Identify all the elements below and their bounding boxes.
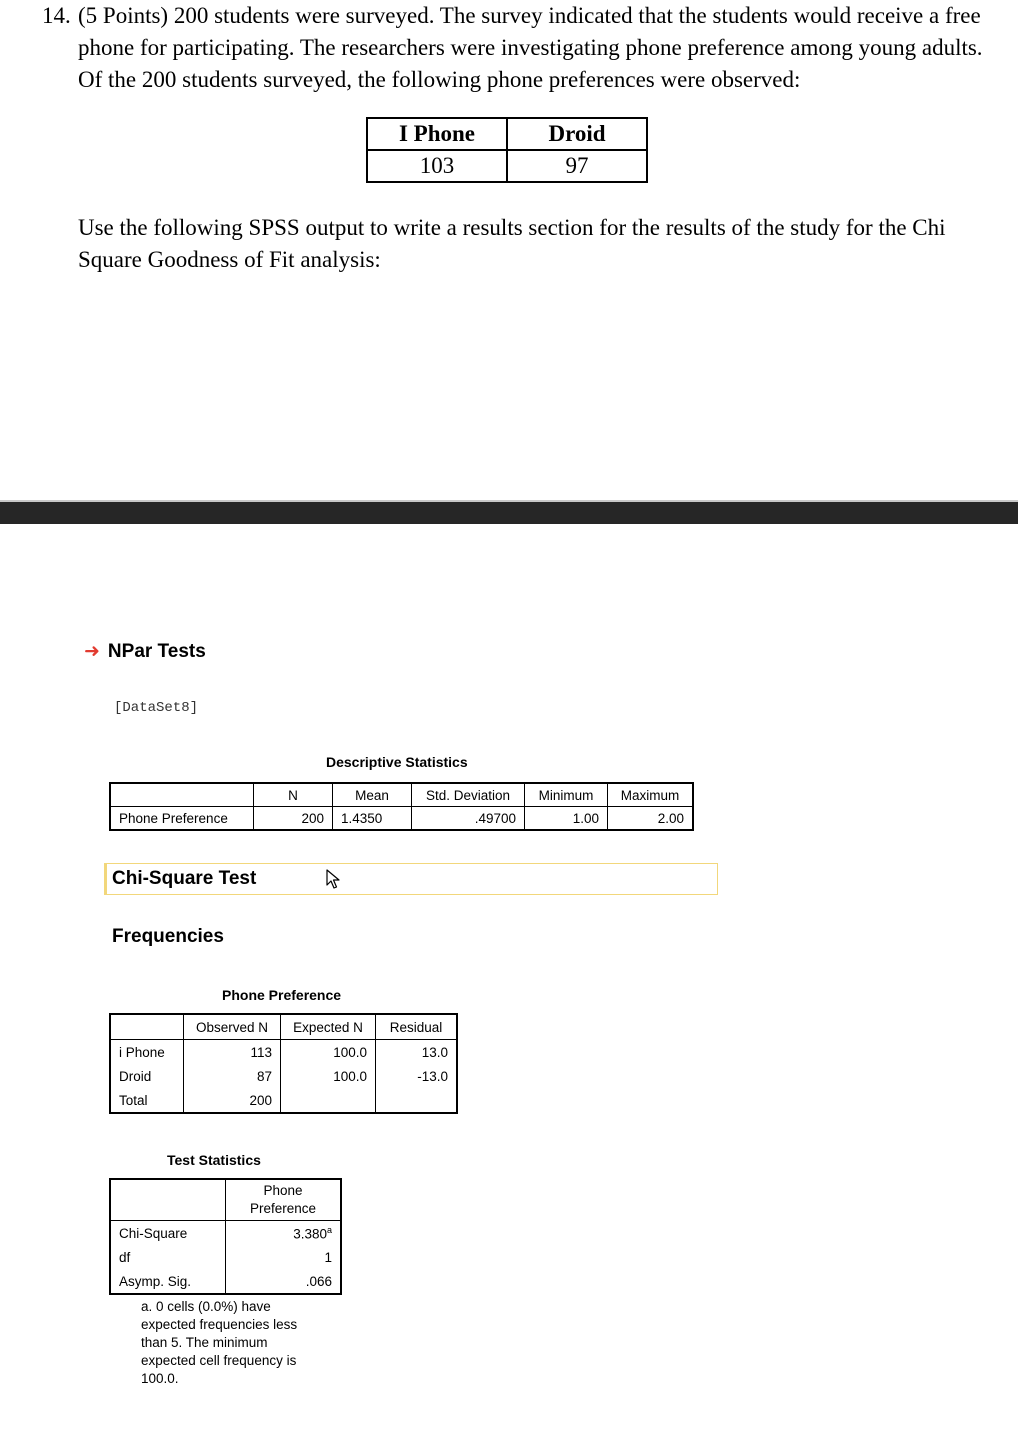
cell-observed-n: 200 — [184, 1088, 281, 1113]
row-label-iphone: i Phone — [119, 1044, 165, 1060]
row-label-phone-preference: Phone Preference — [119, 810, 228, 826]
cell-observed-n: 87 — [184, 1064, 281, 1088]
table-header-expected-n: Expected N — [281, 1014, 376, 1040]
cell-residual: 13.0 — [376, 1040, 458, 1065]
table-row — [110, 1088, 457, 1113]
row-label-df: df — [119, 1249, 131, 1265]
table-row — [110, 1040, 457, 1065]
cell-expected-n — [281, 1088, 376, 1113]
table-header-empty — [110, 1179, 226, 1221]
table-row — [110, 1221, 341, 1246]
instructions-text: Use the following SPSS output to write a results section for the results of the study for the Chi Square Goodness of Fit analysis: — [78, 215, 946, 272]
cell-asymp-sig-value: .066 — [226, 1269, 342, 1294]
row-label-droid: Droid — [119, 1068, 152, 1084]
table-header-iphone: I Phone — [367, 118, 507, 150]
table-header-empty — [110, 1014, 184, 1040]
table-header-std-deviation: Std. Deviation — [412, 783, 525, 807]
frequencies-heading[interactable]: Frequencies — [112, 926, 224, 947]
cell-std-deviation: .49700 — [412, 807, 525, 831]
question-number: 14. — [42, 3, 71, 28]
descriptive-stats-table — [109, 782, 694, 831]
table-header-droid: Droid — [507, 118, 647, 150]
cell-df-value: 1 — [226, 1245, 342, 1269]
table-header-residual: Residual — [376, 1014, 458, 1040]
frequencies-table — [109, 1013, 458, 1114]
chi-square-heading[interactable]: Chi-Square Test — [112, 868, 257, 889]
table-header-mean: Mean — [333, 783, 412, 807]
row-label-chi-square: Chi-Square — [119, 1225, 188, 1241]
cell-observed-n: 113 — [184, 1040, 281, 1065]
row-label-total: Total — [119, 1092, 148, 1108]
test-statistics-table — [109, 1178, 342, 1295]
table-cell-droid: 97 — [507, 150, 647, 182]
npar-heading-label: NPar Tests — [107, 641, 206, 662]
cell-expected-n: 100.0 — [281, 1040, 376, 1065]
table-row — [110, 1245, 341, 1269]
divider-bar — [0, 502, 1018, 524]
cell-residual: -13.0 — [376, 1064, 458, 1088]
table-header-phone-preference: Phone Preference — [226, 1179, 342, 1221]
table-row — [110, 1269, 341, 1294]
table-header-observed-n: Observed N — [184, 1014, 281, 1040]
test-statistics-title: Test Statistics — [167, 1152, 261, 1168]
chi-square-value: 3.380 — [293, 1226, 327, 1242]
question-block — [42, 0, 1012, 96]
footnote-marker: a — [326, 1224, 332, 1235]
question-text: (5 Points) 200 students were surveyed. The survey indicated that the students would receive a free phone for participating. The researchers were investigating phone preference among young adults. Of the 200 students surveyed, the following phone preferences were observed: — [78, 3, 983, 92]
table-header-n: N — [254, 783, 333, 807]
red-arrow-icon: ➜ — [84, 641, 100, 662]
dataset-label: [DataSet8] — [114, 700, 199, 716]
mouse-cursor-icon — [326, 869, 342, 891]
observed-preference-table — [366, 117, 648, 183]
test-statistics-footnote: a. 0 cells (0.0%) have expected frequencies less than 5. The minimum expected cell frequency is 100.0. — [141, 1299, 298, 1386]
table-header-minimum: Minimum — [525, 783, 608, 807]
table-cell-iphone: 103 — [367, 150, 507, 182]
row-label-asymp-sig: Asymp. Sig. — [119, 1273, 192, 1289]
descriptive-stats-title: Descriptive Statistics — [326, 754, 468, 770]
table-header-empty — [110, 783, 254, 807]
cell-n: 200 — [254, 807, 333, 831]
table-header-maximum: Maximum — [608, 783, 694, 807]
cell-residual — [376, 1088, 458, 1113]
cell-minimum: 1.00 — [525, 807, 608, 831]
table-row — [110, 1064, 457, 1088]
cell-chi-square-value — [226, 1221, 342, 1246]
frequencies-table-title: Phone Preference — [222, 987, 342, 1003]
cell-maximum: 2.00 — [608, 807, 694, 831]
npar-heading[interactable] — [84, 640, 206, 663]
cell-mean: 1.4350 — [333, 807, 412, 831]
cell-expected-n: 100.0 — [281, 1064, 376, 1088]
